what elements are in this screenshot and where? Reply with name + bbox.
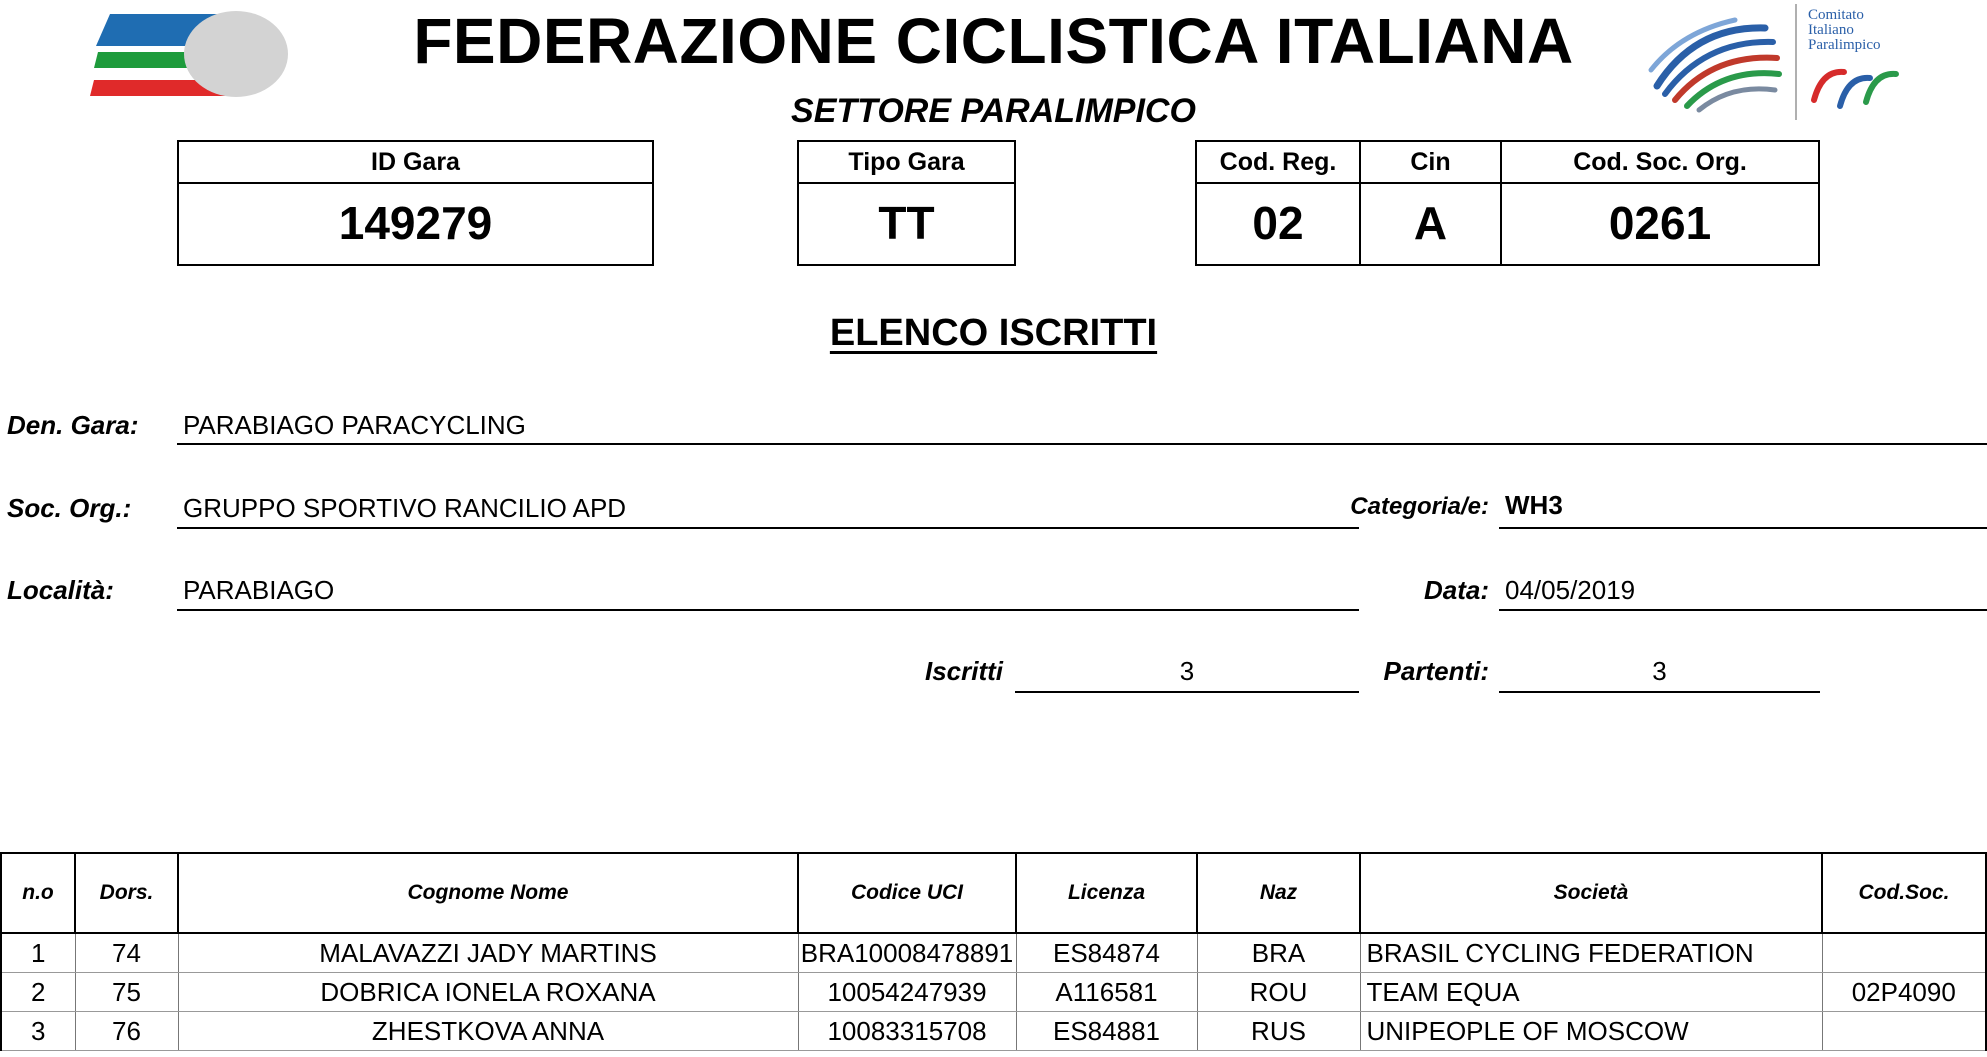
cell-license: A116581	[1016, 973, 1197, 1012]
cod-soc-org-cell	[1502, 142, 1818, 264]
iscritti-value: 3	[1179, 656, 1195, 686]
column-header: Cognome Nome	[178, 853, 798, 933]
cell-bib: 76	[75, 1012, 178, 1051]
tipo-gara-box	[797, 140, 1016, 266]
codes-box	[1195, 140, 1820, 266]
cell-nation: BRA	[1197, 933, 1360, 973]
soc-org-underline	[177, 527, 1359, 529]
categoria-underline	[1499, 527, 1987, 529]
column-header: Società	[1360, 853, 1822, 933]
id-gara-box	[177, 140, 654, 266]
column-header: Codice UCI	[798, 853, 1016, 933]
soc-org-value: GRUPPO SPORTIVO RANCILIO APD	[183, 493, 627, 523]
cip-logo-line: Paralimpico	[1808, 37, 1881, 53]
cell-number: 2	[1, 973, 75, 1012]
cell-team-code: 02P4090	[1822, 973, 1986, 1012]
cell-name: ZHESTKOVA ANNA	[178, 1012, 798, 1051]
table-row	[1, 1012, 1986, 1051]
data-value: 04/05/2019	[1505, 575, 1636, 605]
table-row	[1, 973, 1986, 1012]
categoria-label: Categoria/e:	[1350, 493, 1489, 520]
cell-team-code	[1822, 933, 1986, 973]
den-gara-underline	[177, 443, 1987, 445]
cell-team-code	[1822, 1012, 1986, 1051]
cell-nation: ROU	[1197, 973, 1360, 1012]
cell-bib: 75	[75, 973, 178, 1012]
tipo-gara-value: TT	[878, 197, 935, 249]
partenti-value: 3	[1652, 656, 1667, 686]
data-label: Data:	[1423, 575, 1489, 605]
cin-label: Cin	[1361, 142, 1500, 184]
iscritti-label: Iscritti	[924, 656, 1003, 686]
page-subtitle: SETTORE PARALIMPICO	[791, 92, 1196, 130]
cod-soc-org-value: 0261	[1608, 197, 1712, 249]
iscritti-underline	[1015, 691, 1359, 693]
cell-uci-code: 10054247939	[798, 973, 1016, 1012]
cell-name: DOBRICA IONELA ROXANA	[178, 973, 798, 1012]
id-gara-value: 149279	[338, 197, 493, 249]
cell-license: ES84874	[1016, 933, 1197, 973]
column-header: n.o	[1, 853, 75, 933]
cod-reg-cell	[1197, 142, 1359, 264]
soc-org-label: Soc. Org.:	[7, 493, 132, 523]
cip-logo-divider	[1795, 4, 1797, 120]
cod-soc-org-label: Cod. Soc. Org.	[1502, 142, 1818, 184]
entries-table	[0, 852, 1987, 1051]
cell-nation: RUS	[1197, 1012, 1360, 1051]
cell-uci-code: BRA10008478891	[798, 933, 1016, 973]
page-title: FEDERAZIONE CICLISTICA ITALIANA	[413, 5, 1574, 77]
cell-team: UNIPEOPLE OF MOSCOW	[1360, 1012, 1822, 1051]
column-header: Dors.	[75, 853, 178, 933]
cell-bib: 74	[75, 933, 178, 973]
den-gara-label: Den. Gara:	[7, 410, 139, 440]
localita-value: PARABIAGO	[183, 575, 335, 605]
cip-logo-line: Comitato	[1808, 7, 1864, 23]
localita-underline	[177, 609, 1359, 611]
localita-label: Località:	[7, 575, 114, 605]
partenti-label: Partenti:	[1383, 656, 1489, 686]
partenti-underline	[1499, 691, 1820, 693]
cin-cell	[1361, 142, 1500, 264]
data-underline	[1499, 609, 1987, 611]
table-row	[1, 933, 1986, 973]
cip-logo-line: Italiano	[1808, 22, 1854, 38]
cell-number: 1	[1, 933, 75, 973]
agitos-icon	[1808, 60, 1918, 116]
den-gara-value: PARABIAGO PARACYCLING	[183, 410, 526, 440]
tipo-gara-label: Tipo Gara	[799, 142, 1014, 184]
cell-number: 3	[1, 1012, 75, 1051]
section-heading	[0, 312, 1987, 355]
column-header: Licenza	[1016, 853, 1197, 933]
section-title: ELENCO ISCRITTI	[829, 312, 1158, 354]
cip-logo-text	[1808, 8, 1880, 53]
cin-value: A	[1413, 197, 1448, 249]
cod-reg-value: 02	[1252, 197, 1304, 249]
categoria-value: WH3	[1505, 490, 1563, 520]
column-header: Cod.Soc.	[1822, 853, 1986, 933]
cod-reg-label: Cod. Reg.	[1197, 142, 1359, 184]
cip-logo-icon	[1645, 6, 1795, 116]
cell-uci-code: 10083315708	[798, 1012, 1016, 1051]
cell-team: TEAM EQUA	[1360, 973, 1822, 1012]
table-header-row	[1, 853, 1986, 933]
cell-team: BRASIL CYCLING FEDERATION	[1360, 933, 1822, 973]
cell-license: ES84881	[1016, 1012, 1197, 1051]
column-header: Naz	[1197, 853, 1360, 933]
id-gara-label: ID Gara	[179, 142, 652, 184]
cell-name: MALAVAZZI JADY MARTINS	[178, 933, 798, 973]
